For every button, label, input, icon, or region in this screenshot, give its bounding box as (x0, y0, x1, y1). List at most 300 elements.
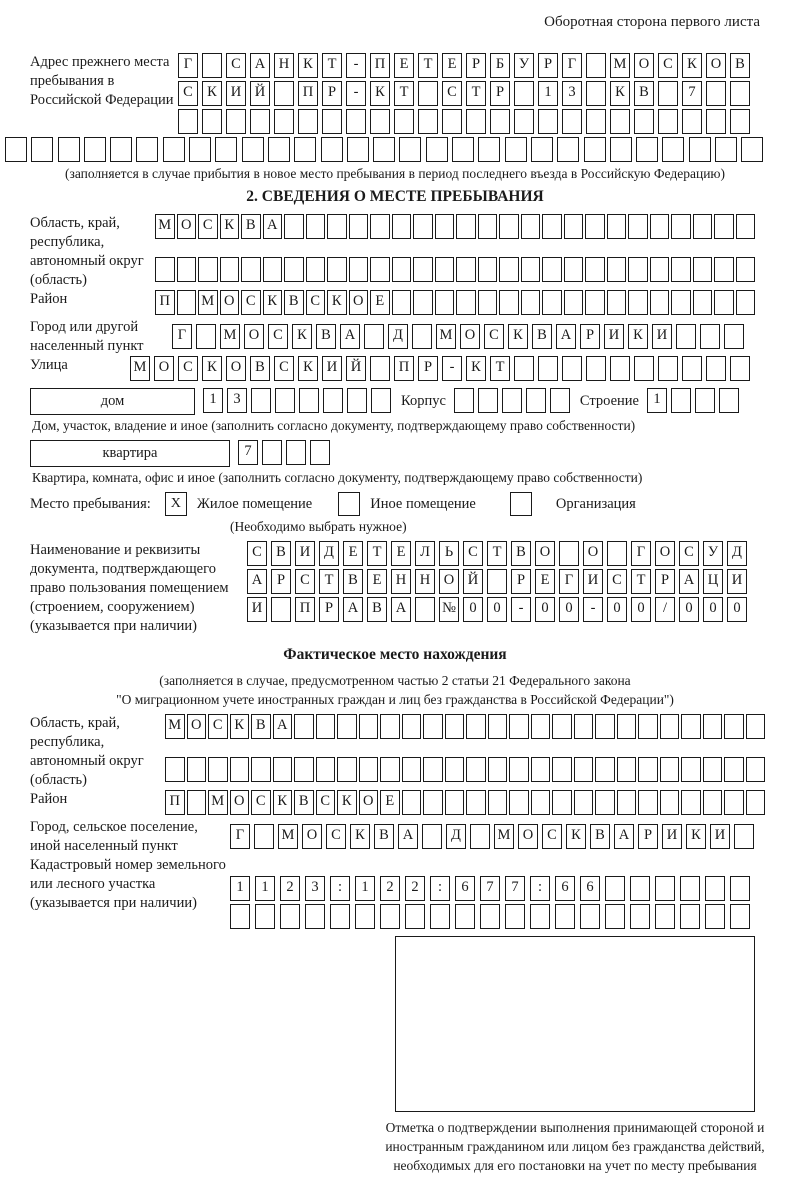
char-cell (230, 757, 250, 782)
char-cell (542, 290, 562, 315)
char-cell (445, 714, 465, 739)
char-cell (478, 137, 500, 162)
char-cell: В (374, 824, 394, 849)
char-cell (638, 790, 658, 815)
char-cell: Р (490, 81, 510, 106)
char-cell (478, 290, 498, 315)
char-cell: А (556, 324, 576, 349)
char-cell: С (658, 53, 678, 78)
char-cell: 0 (607, 597, 627, 622)
char-cell (330, 904, 350, 929)
char-cell (435, 214, 455, 239)
char-cell (84, 137, 106, 162)
char-cell: А (250, 53, 270, 78)
char-cell: А (273, 714, 293, 739)
char-cell (586, 81, 606, 106)
confirmation-stamp-box (395, 936, 755, 1112)
char-cell: С (463, 541, 483, 566)
char-cell: 0 (535, 597, 555, 622)
house-label: дом (100, 393, 125, 409)
char-cell (586, 356, 606, 381)
char-cell: И (727, 569, 747, 594)
char-cell (681, 714, 701, 739)
section2-region-label: Область, край, республика, автономный округ (область) (30, 215, 144, 288)
char-cell (230, 904, 250, 929)
cadastral-row-2 (230, 904, 755, 929)
char-cell (347, 388, 367, 413)
document-row-1 (247, 541, 751, 566)
char-cell: С (247, 541, 267, 566)
char-cell (610, 137, 632, 162)
char-cell: С (178, 356, 198, 381)
char-cell (724, 757, 744, 782)
char-cell: Д (319, 541, 339, 566)
char-cell (178, 109, 198, 134)
char-cell (5, 137, 27, 162)
char-cell: О (655, 541, 675, 566)
char-cell (607, 290, 627, 315)
char-cell: К (263, 290, 283, 315)
char-cell (359, 757, 379, 782)
char-cell: 1 (255, 876, 275, 901)
char-cell (736, 290, 756, 315)
char-cell: О (220, 290, 240, 315)
char-cell (241, 257, 261, 282)
char-cell (734, 824, 754, 849)
char-cell: М (436, 324, 456, 349)
cadastral-label: Кадастровый номер земельного или лесного участка (указывается при наличии) (30, 857, 226, 911)
korpus-cells (454, 388, 574, 413)
char-cell (298, 109, 318, 134)
char-cell: Т (367, 541, 387, 566)
char-cell (187, 757, 207, 782)
char-cell: Р (322, 81, 342, 106)
char-cell (595, 790, 615, 815)
char-cell (478, 257, 498, 282)
char-cell: М (130, 356, 150, 381)
char-cell: 3 (305, 876, 325, 901)
char-cell (466, 109, 486, 134)
char-cell: И (226, 81, 246, 106)
char-cell (671, 214, 691, 239)
char-cell: В (271, 541, 291, 566)
prev-address-caption: (заполняется в случае прибытия в новое место пребывания в период последнего въезда в Российскую Федерацию) (64, 166, 726, 181)
actual-location-title: Фактическое место нахождения (283, 646, 507, 663)
char-cell: : (530, 876, 550, 901)
char-cell (110, 137, 132, 162)
char-cell (413, 214, 433, 239)
char-cell: К (628, 324, 648, 349)
char-cell: 0 (631, 597, 651, 622)
char-cell (392, 290, 412, 315)
char-cell (189, 137, 211, 162)
section2-title: 2. СВЕДЕНИЯ О МЕСТЕ ПРЕБЫВАНИЯ (246, 188, 544, 205)
char-cell (552, 757, 572, 782)
char-cell: Е (380, 790, 400, 815)
char-cell (415, 597, 435, 622)
char-cell: - (442, 356, 462, 381)
char-cell (456, 214, 476, 239)
char-cell: Р (511, 569, 531, 594)
char-cell: М (155, 214, 175, 239)
char-cell: Й (346, 356, 366, 381)
confirmation-stamp-caption: Отметка о подтверждении выполнения принимающей стороной и иностранным гражданином или лицом без гражданства действий, необходимых для его постановки на учет по месту пребывания (385, 1120, 765, 1173)
stay-type-checkbox-organization (510, 492, 532, 516)
char-cell (531, 137, 553, 162)
char-cell (706, 109, 726, 134)
char-cell: И (662, 824, 682, 849)
section2-region-rows (155, 214, 757, 285)
cadastral-row-1 (230, 876, 755, 901)
char-cell: О (439, 569, 459, 594)
prev-address-rows (178, 53, 754, 137)
actual-city-row (30, 818, 760, 856)
char-cell: М (208, 790, 228, 815)
char-cell: М (165, 714, 185, 739)
char-cell (177, 257, 197, 282)
char-cell: : (430, 876, 450, 901)
char-cell (584, 137, 606, 162)
char-cell (736, 257, 756, 282)
char-cell: Т (487, 541, 507, 566)
char-cell (703, 714, 723, 739)
char-cell (610, 109, 630, 134)
char-cell (426, 137, 448, 162)
char-cell: В (367, 597, 387, 622)
char-cell (705, 904, 725, 929)
char-cell: А (263, 214, 283, 239)
char-cell (617, 790, 637, 815)
char-cell (660, 757, 680, 782)
char-cell (371, 388, 391, 413)
char-cell: П (155, 290, 175, 315)
char-cell: О (583, 541, 603, 566)
char-cell (405, 904, 425, 929)
char-cell: М (278, 824, 298, 849)
char-cell: 6 (580, 876, 600, 901)
house-label-box (30, 388, 195, 415)
char-cell (456, 290, 476, 315)
char-cell (370, 356, 390, 381)
char-cell: 1 (230, 876, 250, 901)
char-cell: 6 (455, 876, 475, 901)
char-cell (413, 257, 433, 282)
char-cell (521, 257, 541, 282)
char-cell (564, 214, 584, 239)
char-cell (327, 214, 347, 239)
char-cell (671, 257, 691, 282)
char-cell: 1 (647, 388, 667, 413)
char-cell: А (398, 824, 418, 849)
char-cell (208, 757, 228, 782)
char-cell (671, 290, 691, 315)
char-cell (730, 356, 750, 381)
char-cell (430, 904, 450, 929)
char-cell (488, 714, 508, 739)
char-cell: Е (391, 541, 411, 566)
section2-district-row (30, 290, 760, 318)
char-cell (730, 81, 750, 106)
char-cell: К (292, 324, 312, 349)
prev-address-row-4 (5, 137, 760, 162)
char-cell (316, 714, 336, 739)
char-cell (346, 109, 366, 134)
char-cell: Б (490, 53, 510, 78)
char-cell (719, 388, 739, 413)
char-cell (271, 597, 291, 622)
apartment-label-box (30, 440, 230, 467)
char-cell (630, 876, 650, 901)
char-cell (521, 290, 541, 315)
char-cell (305, 904, 325, 929)
document-row-3 (247, 597, 751, 622)
char-cell: К (682, 53, 702, 78)
char-cell: К (610, 81, 630, 106)
char-cell (251, 757, 271, 782)
char-cell (542, 214, 562, 239)
char-cell (456, 257, 476, 282)
char-cell: С (542, 824, 562, 849)
char-cell: Т (631, 569, 651, 594)
char-cell (552, 790, 572, 815)
char-cell (226, 109, 246, 134)
char-cell (327, 257, 347, 282)
char-cell (177, 290, 197, 315)
section2-city-row (30, 318, 760, 356)
char-cell: О (359, 790, 379, 815)
char-cell: С (198, 214, 218, 239)
char-cell: 1 (538, 81, 558, 106)
char-cell: О (634, 53, 654, 78)
char-cell (254, 824, 274, 849)
char-cell (392, 257, 412, 282)
char-cell (605, 876, 625, 901)
char-cell (681, 757, 701, 782)
char-cell: К (230, 714, 250, 739)
char-cell: Н (391, 569, 411, 594)
char-cell: К (298, 356, 318, 381)
char-cell (394, 109, 414, 134)
char-cell: / (655, 597, 675, 622)
document-block (30, 541, 760, 636)
char-cell (564, 257, 584, 282)
char-cell: Г (178, 53, 198, 78)
char-cell: Т (322, 53, 342, 78)
char-cell (714, 290, 734, 315)
char-cell: С (208, 714, 228, 739)
char-cell (531, 757, 551, 782)
char-cell (268, 137, 290, 162)
actual-district-row (30, 790, 760, 818)
char-cell (595, 757, 615, 782)
char-cell (423, 714, 443, 739)
document-rows (247, 541, 751, 625)
char-cell (349, 214, 369, 239)
char-cell (490, 109, 510, 134)
char-cell (514, 356, 534, 381)
char-cell (187, 790, 207, 815)
char-cell: Й (463, 569, 483, 594)
char-cell (505, 904, 525, 929)
char-cell: К (220, 214, 240, 239)
char-cell (634, 109, 654, 134)
actual-city-cells (230, 824, 758, 849)
char-cell (155, 257, 175, 282)
char-cell (705, 876, 725, 901)
char-cell: О (706, 53, 726, 78)
char-cell: В (511, 541, 531, 566)
char-cell: 0 (463, 597, 483, 622)
char-cell (294, 757, 314, 782)
char-cell: О (518, 824, 538, 849)
char-cell: К (466, 356, 486, 381)
prev-address-row-3 (178, 109, 754, 134)
char-cell (617, 714, 637, 739)
char-cell (370, 109, 390, 134)
char-cell (412, 324, 432, 349)
char-cell (294, 137, 316, 162)
char-cell: Т (418, 53, 438, 78)
char-cell: К (350, 824, 370, 849)
char-cell: - (346, 81, 366, 106)
char-cell (607, 541, 627, 566)
char-cell (242, 137, 264, 162)
char-cell (552, 714, 572, 739)
char-cell: 6 (555, 876, 575, 901)
char-cell (255, 904, 275, 929)
char-cell (736, 214, 756, 239)
actual-region-label: Область, край, республика, автономный округ (область) (30, 715, 144, 788)
char-cell: Р (319, 597, 339, 622)
char-cell (402, 790, 422, 815)
char-cell (746, 790, 766, 815)
char-cell (435, 290, 455, 315)
char-cell (574, 714, 594, 739)
char-cell: У (514, 53, 534, 78)
char-cell: О (230, 790, 250, 815)
char-cell: С (295, 569, 315, 594)
stroenie-cells (647, 388, 743, 413)
char-cell (380, 757, 400, 782)
char-cell (658, 356, 678, 381)
char-cell: И (710, 824, 730, 849)
char-cell (585, 214, 605, 239)
char-cell (682, 109, 702, 134)
house-row (30, 388, 760, 415)
char-cell (355, 904, 375, 929)
char-cell (650, 214, 670, 239)
char-cell: С (306, 290, 326, 315)
char-cell: К (337, 790, 357, 815)
apartment-cells (238, 440, 334, 465)
char-cell (402, 714, 422, 739)
char-cell: В (284, 290, 304, 315)
char-cell: В (250, 356, 270, 381)
apartment-caption: Квартира, комната, офис и иное (заполнить согласно документу, подтверждающему право собственности) (32, 470, 643, 485)
section2-region-row-1 (155, 214, 757, 239)
char-cell (202, 109, 222, 134)
char-cell: С (607, 569, 627, 594)
char-cell: У (703, 541, 723, 566)
prev-address-label: Адрес прежнего места пребывания в Российской Федерации (30, 54, 174, 108)
char-cell: 0 (703, 597, 723, 622)
section2-district-label: Район (30, 291, 68, 307)
char-cell (466, 790, 486, 815)
char-cell (531, 790, 551, 815)
char-cell: И (295, 541, 315, 566)
char-cell (445, 757, 465, 782)
char-cell (658, 109, 678, 134)
page-side-note: Оборотная сторона первого листа (544, 14, 760, 30)
char-cell: Н (274, 53, 294, 78)
char-cell (693, 257, 713, 282)
char-cell (638, 714, 658, 739)
char-cell: 0 (559, 597, 579, 622)
char-cell: М (494, 824, 514, 849)
char-cell (262, 440, 282, 465)
char-cell: 7 (238, 440, 258, 465)
char-cell (478, 214, 498, 239)
char-cell: К (298, 53, 318, 78)
char-cell (251, 388, 271, 413)
char-cell (502, 388, 522, 413)
char-cell: - (583, 597, 603, 622)
char-cell (435, 257, 455, 282)
char-cell: Е (442, 53, 462, 78)
char-cell: В (730, 53, 750, 78)
stay-type-option-residential: Жилое помещение (196, 495, 313, 512)
char-cell (323, 388, 343, 413)
char-cell (514, 109, 534, 134)
char-cell (562, 356, 582, 381)
char-cell: Е (394, 53, 414, 78)
char-cell (628, 214, 648, 239)
char-cell (610, 356, 630, 381)
char-cell (607, 214, 627, 239)
char-cell: И (583, 569, 603, 594)
char-cell (399, 137, 421, 162)
char-cell (730, 876, 750, 901)
char-cell (693, 214, 713, 239)
char-cell: Г (631, 541, 651, 566)
stay-type-row (30, 492, 760, 516)
char-cell: 0 (679, 597, 699, 622)
char-cell: - (346, 53, 366, 78)
char-cell: С (326, 824, 346, 849)
actual-region-block (30, 714, 760, 790)
stay-type-option-organization: Организация (555, 495, 636, 512)
char-cell (714, 214, 734, 239)
char-cell (136, 137, 158, 162)
char-cell (196, 324, 216, 349)
char-cell (273, 757, 293, 782)
char-cell: Е (370, 290, 390, 315)
char-cell: М (198, 290, 218, 315)
char-cell: А (343, 597, 363, 622)
char-cell (220, 257, 240, 282)
char-cell (364, 324, 384, 349)
char-cell (676, 324, 696, 349)
char-cell (337, 757, 357, 782)
char-cell (418, 109, 438, 134)
char-cell: Й (250, 81, 270, 106)
char-cell (530, 904, 550, 929)
char-cell: Р (538, 53, 558, 78)
char-cell (538, 356, 558, 381)
char-cell (634, 356, 654, 381)
char-cell: 2 (380, 876, 400, 901)
korpus-label: Корпус (401, 393, 446, 409)
